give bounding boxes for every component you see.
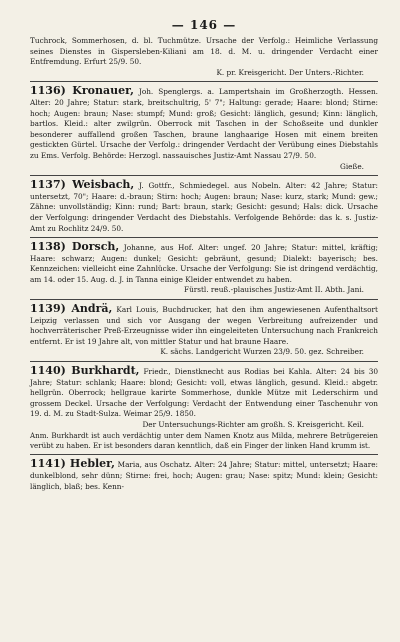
page-number: — 146 — bbox=[171, 18, 237, 32]
intro-signature: K. pr. Kreisgericht. Der Unters.-Richter. bbox=[216, 67, 364, 77]
divider bbox=[30, 175, 378, 176]
entry-1139 bbox=[30, 304, 378, 358]
intro-block bbox=[30, 36, 378, 78]
entry-1137 bbox=[30, 180, 378, 234]
entry-1136 bbox=[30, 86, 378, 172]
divider bbox=[30, 454, 378, 455]
entry-1139-signature: K. sächs. Landgericht Wurzen 23/9. 50. gez. Schreiber. bbox=[160, 347, 364, 357]
entry-1138-signature: Fürstl. reuß.-plauisches Justiz-Amt II. Abth. Jani. bbox=[184, 285, 364, 295]
entry-1140 bbox=[30, 366, 378, 451]
entry-1140-text: Friedr., Dienstknecht aus Rodias bei Kahla. Alter: 24 bis 30 Jahre; Statur: schlank; Haare: blond; Gesicht: voll, etwas länglich, gesund. Kleid.: abgetr. hellgrün. Oberrock; hellgraue karirte Sommerhose, dunkle Mütze mit Lederschirm und grossem Deckel. Ursache der Verfolgung: Verdacht der Entwendung einer Taschenuhr von 19. d. M. zu Stadt-Sulza. Weimar 25/9. 1850. bbox=[30, 367, 378, 419]
entry-1141 bbox=[30, 459, 378, 492]
entry-1141-head: 1141) Hebler, bbox=[30, 457, 116, 471]
entry-1139-text: Karl Louis, Buchdrucker, hat den ihm angewiesenen Aufenthaltsort Leipzig verlassen und sich vor Ausgang der wegen Verbreitung aufreizender und hochverräterischer Preß-Erzeugnisse wider ihn eingeleiteten Untersuchung nach Frankreich entfernt. Er ist 19 Jahre alt, von mittler Statur und hat braune Haare. bbox=[30, 305, 378, 346]
entry-1140-note: Anm. Burkhardt ist auch verdächtig unter dem Namen Knotz aus Milda, mehrere Betrügereien verübt zu haben. Er ist besonders daran kenntlich, daß ein Finger der linken Hand krumm ist. bbox=[30, 430, 378, 450]
entry-1140-signature: Der Untersuchungs-Richter am großh. S. Kreisgericht. Keil. bbox=[142, 420, 364, 429]
entry-1138 bbox=[30, 242, 378, 296]
entry-1136-head: 1136) Kronauer, bbox=[30, 84, 134, 98]
divider bbox=[30, 81, 378, 82]
intro-text: Tuchrock, Sommerhosen, d. bl. Tuchmütze. Ursache der Verfolg.: Heimliche Verlassung seines Dienstes in Gispersleben-Kiliani am 18. d. M. u. dringender Verdacht einer Entfremdung. Erfurt 25/9. 50. bbox=[30, 36, 378, 67]
divider bbox=[30, 299, 378, 300]
entry-1140-head: 1140) Burkhardt, bbox=[30, 364, 140, 378]
entry-1139-head: 1139) Andrä, bbox=[30, 302, 113, 316]
entry-1141-text: Maria, aus Oschatz. Alter: 24 Jahre; Statur: mittel, untersetzt; Haare: dunkelblond, sehr dünn; Stirne: frei, hoch; Augen: grau; Nase: spitz; Mund: klein; Gesicht: länglich, blaß; bes. Kenn- bbox=[30, 460, 378, 491]
divider bbox=[30, 237, 378, 238]
entry-1137-head: 1137) Weisbach, bbox=[30, 178, 135, 192]
entry-1136-signature: Gieße. bbox=[340, 161, 364, 171]
entry-1138-text: Johanne, aus Hof. Alter: ungef. 20 Jahre; Statur: mittel, kräftig; Haare: schwarz; Augen: dunkel; Gesicht: gebräunt, gesund; Dialekt: bayerisch; bes. Kennzeichen: vielleicht eine Zahnlücke. Ursache der Verfolgung: Sie ist dringend verdächtig, am 14. oder 15. Aug. d. J. in Tanna einige Kleider entwendet zu haben. bbox=[30, 243, 378, 284]
divider bbox=[30, 361, 378, 362]
entry-1137-text: J. Gottfr., Schmiedegel. aus Nobeln. Alter: 42 Jahre; Statur: untersetzt, 70"; Haare: d.-braun; Stirn: hoch; Augen: braun; Nase: kurz, stark; Mund: gew.; Zähne: unvollständig; Kinn: rund; Bart: braun, stark; Gesicht: gesund; Hals: dick. Ursache der Verfolgung: dringender Verdacht des Diebstahls. Verfolgende Behörde: das k. s. Justiz-Amt zu Rochlitz 24/9. 50. bbox=[30, 181, 378, 233]
entry-1136-text: Joh. Spenglergs. a. Lampertshain im Großherzogth. Hessen. Alter: 20 Jahre; Statur: stark, breitschultrig, 5' 7"; Haltung: gerade; Haare: blond; Stirne: hoch; Augen: braun; Nase: stumpf; Mund: groß; Gesicht: länglich, gesund; Kinn: länglich, bartlos. Kleid.: alter zwilgrün. Oberrock mit Taschen in der Schoßseite und dunkler besonderer auffallend großen Taschen, braune langhaarige Hosen mit einem breiten gestickten Gürtel. Ursache der Verfolg.: dringender Verdacht der Verübung eines Diebstahls zu Ems. Verfolg. Behörde: Herzogl. nassauisches Justiz-Amt Nassau 27/9. 50. bbox=[30, 87, 378, 160]
entry-1138-head: 1138) Dorsch, bbox=[30, 240, 120, 254]
